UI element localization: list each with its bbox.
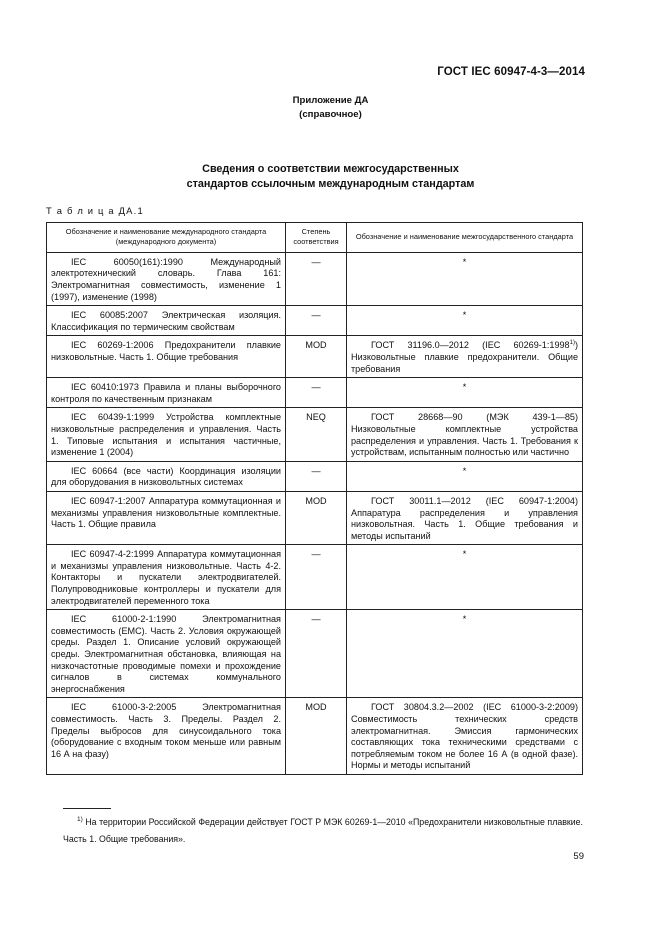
appendix-heading [0, 94, 661, 122]
degree-cell: MOD [286, 336, 347, 378]
intl-standard-cell: IEC 60269-1:2006 Предохранители плавкие низковольтные. Часть 1. Общие требования [47, 336, 286, 378]
appendix-type: (справочное) [299, 109, 362, 120]
table-label: Т а б л и ц а ДА.1 [46, 205, 144, 216]
intl-standard-cell: IEC 60439-1:1999 Устройства комплектные низковольтные распределения и управления. Часть 1. Типовые испытания и испытания частичные, изменение 1 (2004) [47, 408, 286, 461]
interstate-text: ГОСТ 31196.0—2012 (IEC 60269-1:1998 [371, 340, 570, 351]
interstate-standard-cell: ГОСТ 28668—90 (МЭК 439-1—85) Низковольтные комплектные устройства распределения и управления. Часть 1. Требования к устройствам, испытанным полностью или частично [347, 408, 583, 461]
footnote-divider [63, 808, 111, 809]
page-number: 59 [573, 851, 584, 862]
table-row [47, 461, 583, 491]
degree-cell: NEQ [286, 408, 347, 461]
column-header-degree: Степень соответствия [286, 223, 347, 253]
intl-standard-cell: IEC 60050(161):1990 Международный электротехнический словарь. Глава 161: Электромагнитная совместимость, изменение 1 (1997), изменение (1998) [47, 252, 286, 305]
interstate-standard-cell [347, 336, 583, 378]
table-header-row [47, 223, 583, 253]
table-row [47, 491, 583, 544]
interstate-standard-cell: * [347, 306, 583, 336]
table-row [47, 306, 583, 336]
interstate-standard-cell: ГОСТ 30011.1—2012 (IEC 60947-1:2004) Аппаратура распределения и управления низковольтная. Часть 1. Общие требования и методы испытаний [347, 491, 583, 544]
degree-cell: — [286, 252, 347, 305]
interstate-standard-cell: * [347, 610, 583, 698]
table-row [47, 336, 583, 378]
column-header-intl: Обозначение и наименование международного стандарта (международного документа) [47, 223, 286, 253]
intl-standard-cell: IEC 60410:1973 Правила и планы выборочного контроля по качественным признакам [47, 378, 286, 408]
interstate-standard-cell: ГОСТ 30804.3.2—2002 (IEC 61000-3-2:2009) Совместимость технических средств электромагнитная. Эмиссия гармонических составляющих тока техническими средствами с потребляемым током не более 16 А (в одной фазе). Нормы и методы испытаний [347, 698, 583, 775]
footnote-ref: 1) [569, 340, 575, 347]
interstate-standard-cell: * [347, 461, 583, 491]
correspondence-table [46, 222, 583, 775]
table-row [47, 610, 583, 698]
table-row [47, 545, 583, 610]
degree-cell: — [286, 461, 347, 491]
intl-standard-cell: IEC 61000-3-2:2005 Электромагнитная совместимость. Часть 3. Пределы. Раздел 2. Пределы выбросов для синусоидального тока (оборудование с входным током меньше или равным 16 А на фазу) [47, 698, 286, 775]
footnote-marker: 1) [77, 816, 83, 824]
interstate-standard-cell: * [347, 252, 583, 305]
appendix-label: Приложение ДА [292, 95, 369, 106]
title-line-1: Сведения о соответствии межгосударственных [202, 163, 459, 175]
table-row [47, 698, 583, 775]
degree-cell: MOD [286, 491, 347, 544]
interstate-standard-cell: * [347, 545, 583, 610]
degree-cell: — [286, 306, 347, 336]
title-line-2: стандартов ссылочным международным стандартам [186, 178, 475, 190]
standard-code: ГОСТ IEC 60947-4-3—2014 [437, 66, 585, 78]
footnote-text: На территории Российской Федерации действует ГОСТ Р МЭК 60269-1—2010 «Предохранители низковольтные плавкие. Часть 1. Общие требования». [63, 817, 583, 844]
page-title [0, 162, 661, 192]
degree-cell: — [286, 610, 347, 698]
column-header-interstate: Обозначение и наименование межгосударственного стандарта [347, 223, 583, 253]
intl-standard-cell: IEC 60664 (все части) Координация изоляции для оборудования в низковольтных системах [47, 461, 286, 491]
degree-cell: — [286, 545, 347, 610]
table-row [47, 408, 583, 461]
degree-cell: — [286, 378, 347, 408]
degree-cell: MOD [286, 698, 347, 775]
intl-standard-cell: IEC 61000-2-1:1990 Электромагнитная совместимость (EMC). Часть 2. Условия окружающей среды. Раздел 1. Описание условий окружающей среды. Электромагнитная обстановка, влияющая на низкочастотные проводимые помехи и прохождение сигналов в системах коммунального энергоснабжения [47, 610, 286, 698]
table-row [47, 378, 583, 408]
footnote [63, 814, 583, 848]
interstate-text-cont: ) Низковольтные плавкие предохранители. Общие требования [351, 340, 578, 374]
intl-standard-cell: IEC 60085:2007 Электрическая изоляция. Классификация по термическим свойствам [47, 306, 286, 336]
intl-standard-cell: IEC 60947-4-2:1999 Аппаратура коммутационная и механизмы управления низковольтные. Часть 4-2. Контакторы и пускатели электродвигателей. Полупроводниковые контроллеры и пускатели для электродвигателей переменного тока [47, 545, 286, 610]
intl-standard-cell: IEC 60947-1:2007 Аппаратура коммутационная и механизмы управления низковольтные комплектные. Часть 1. Общие правила [47, 491, 286, 544]
interstate-standard-cell: * [347, 378, 583, 408]
table-row [47, 252, 583, 305]
